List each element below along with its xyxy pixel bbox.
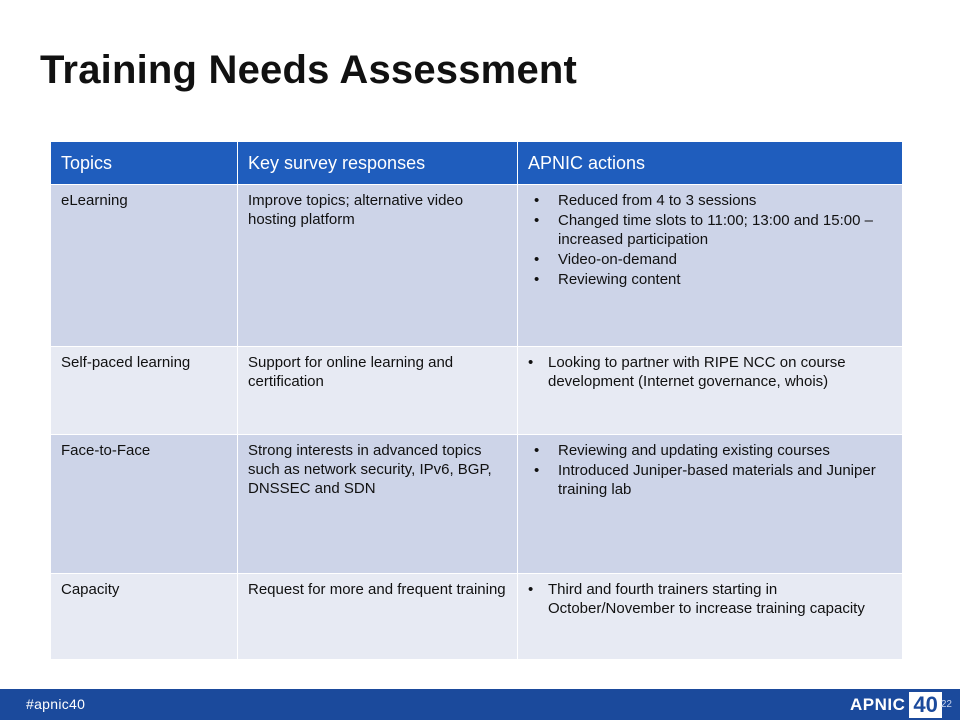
logo-number: 40 xyxy=(909,692,941,718)
topic-cell: Self-paced learning xyxy=(51,347,238,435)
header-apnic-actions: APNIC actions xyxy=(518,142,903,185)
slide-title: Training Needs Assessment xyxy=(40,48,578,92)
response-cell: Improve topics; alternative video hosting platform xyxy=(238,185,518,347)
response-cell: Support for online learning and certification xyxy=(238,347,518,435)
list-item: • Reduced from 4 to 3 sessions xyxy=(528,191,892,210)
list-item: • Reviewing and updating existing courses xyxy=(528,441,892,460)
actions-cell xyxy=(518,435,903,574)
actions-cell xyxy=(518,185,903,347)
actions-cell xyxy=(518,347,903,435)
logo-text: APNIC xyxy=(850,695,906,714)
topic-cell: eLearning xyxy=(51,185,238,347)
actions-list xyxy=(528,580,892,618)
response-cell: Strong interests in advanced topics such as network security, IPv6, BGP, DNSSEC and SDN xyxy=(238,435,518,574)
page-number: 22 xyxy=(940,699,952,710)
actions-list xyxy=(528,353,892,391)
topic-cell: Face-to-Face xyxy=(51,435,238,574)
list-item: • Looking to partner with RIPE NCC on course development (Internet governance, whois) xyxy=(528,353,892,391)
table-row xyxy=(51,435,903,574)
assessment-table xyxy=(50,141,903,660)
footer-bar xyxy=(0,689,960,720)
topic-cell: Capacity xyxy=(51,574,238,660)
apnic-40-logo xyxy=(850,691,942,719)
header-key-survey-responses: Key survey responses xyxy=(238,142,518,185)
list-item: • Changed time slots to 11:00; 13:00 and 15:00 – increased participation xyxy=(528,211,892,249)
response-cell: Request for more and frequent training xyxy=(238,574,518,660)
list-item: • Introduced Juniper-based materials and Juniper training lab xyxy=(528,461,892,499)
list-item: • Third and fourth trainers starting in October/November to increase training capacity xyxy=(528,580,892,618)
list-item: • Video-on-demand xyxy=(528,250,892,269)
actions-list xyxy=(528,441,892,499)
table-row xyxy=(51,347,903,435)
actions-cell xyxy=(518,574,903,660)
header-topics: Topics xyxy=(51,142,238,185)
footer-hashtag: #apnic40 xyxy=(26,696,86,712)
list-item: • Reviewing content xyxy=(528,270,892,289)
table-row xyxy=(51,185,903,347)
table-row xyxy=(51,574,903,660)
table-header-row xyxy=(51,142,903,185)
actions-list xyxy=(528,191,892,289)
